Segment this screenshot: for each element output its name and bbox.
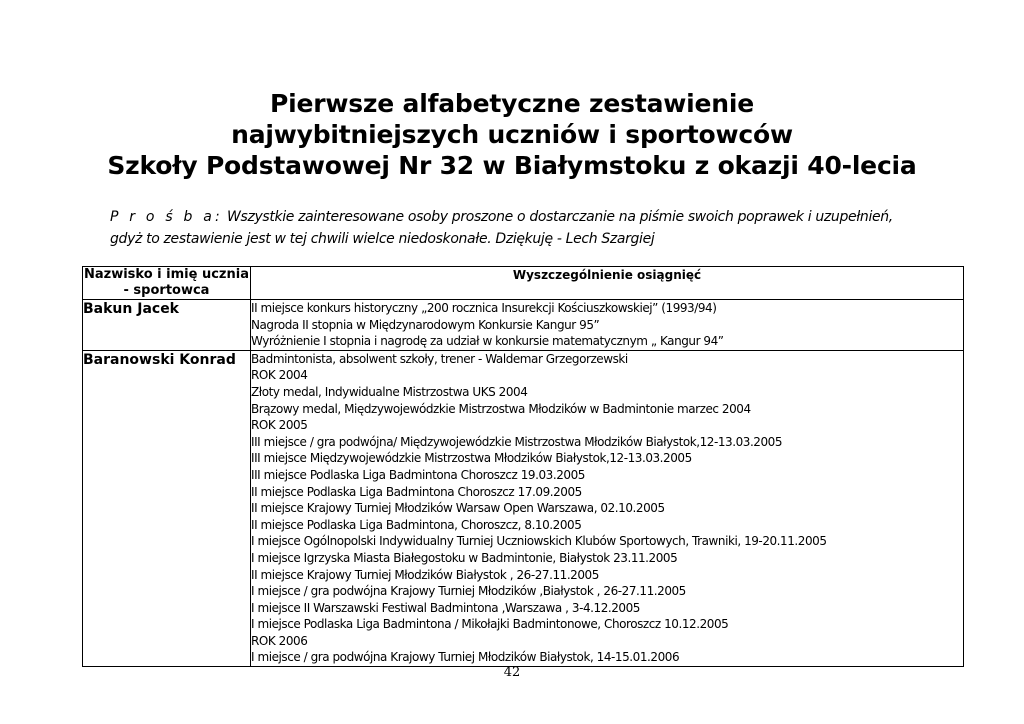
achievement-item: II miejsce Podlaska Liga Badmintona Choroszcz 17.09.2005 xyxy=(251,484,582,499)
request-note xyxy=(110,206,970,250)
achievement-item: Nagroda II stopnia w Międzynarodowym Konkursie Kangur 95” xyxy=(251,317,600,332)
achievement-item: III miejsce Podlaska Liga Badmintona Choroszcz 19.03.2005 xyxy=(251,467,585,482)
student-name: Bakun Jacek xyxy=(83,300,251,351)
achievement-item: ROK 2005 xyxy=(251,418,308,433)
achievement-item: III miejsce Międzywojewódzkie Mistrzostwa Młodzików Białystok,12-13.03.2005 xyxy=(251,451,692,466)
achievements-table xyxy=(82,266,964,667)
student-name: Baranowski Konrad xyxy=(83,350,251,666)
achievement-item: I miejsce / gra podwójna Krajowy Turniej Młodzików Białystok, 14-15.01.2006 xyxy=(251,650,680,665)
table-row xyxy=(83,350,964,666)
request-line-1 xyxy=(110,206,970,228)
achievement-item: III miejsce / gra podwójna/ Międzywojewódzkie Mistrzostwa Młodzików Białystok,12-13.03.2005 xyxy=(251,434,783,449)
achievement-item: I miejsce Igrzyska Miasta Białegostoku w Badmintonie, Białystok 23.11.2005 xyxy=(251,550,678,565)
achievement-item: I miejsce / gra podwójna Krajowy Turniej Młodzików ,Białystok , 26-27.11.2005 xyxy=(251,584,686,599)
title-line-2: najwybitniejszych uczniów i sportowców xyxy=(231,120,793,149)
achievement-item: II miejsce Krajowy Turniej Młodzików Białystok , 26-27.11.2005 xyxy=(251,567,599,582)
column-header-name: Nazwisko i imię ucznia - sportowca xyxy=(84,267,249,298)
column-header-achievements: Wyszczególnienie osiągnięć xyxy=(251,267,964,300)
table-row xyxy=(83,300,964,351)
request-prefix: P r o ś b a: xyxy=(110,209,223,225)
achievement-item: ROK 2004 xyxy=(251,368,308,383)
achievement-item: Brązowy medal, Międzywojewódzkie Mistrzostwa Młodzików w Badmintonie marzec 2004 xyxy=(251,401,751,416)
title-line-3: Szkoły Podstawowej Nr 32 w Białymstoku z okazji 40-lecia xyxy=(107,151,917,180)
table-header-row xyxy=(83,267,964,300)
achievement-item: I miejsce Ogólnopolski Indywidualny Turniej Uczniowskich Klubów Sportowych, Trawniki, 19-20.11.2005 xyxy=(251,534,827,549)
request-line-2: gdyż to zestawienie jest w tej chwili wielce niedoskonałe. Dziękuję - Lech Szargiej xyxy=(110,231,655,247)
document-title xyxy=(0,88,1024,181)
request-text-1: Wszystkie zainteresowane osoby proszone o dostarczanie na piśmie swoich poprawek i uzupełnień, xyxy=(222,209,893,225)
achievement-item: I miejsce Podlaska Liga Badmintona / Mikołajki Badmintonowe, Choroszcz 10.12.2005 xyxy=(251,617,729,632)
achievement-item: ROK 2006 xyxy=(251,633,308,648)
achievement-item: Złoty medal, Indywidualne Mistrzostwa UKS 2004 xyxy=(251,384,528,399)
achievement-list xyxy=(251,300,964,351)
achievement-item: Badmintonista, absolwent szkoły, trener - Waldemar Grzegorzewski xyxy=(251,351,628,366)
achievement-item: I miejsce II Warszawski Festiwal Badmintona ,Warszawa , 3-4.12.2005 xyxy=(251,600,640,615)
achievement-item: Wyróżnienie I stopnia i nagrodę za udział w konkursie matematycznym „ Kangur 94” xyxy=(251,334,724,349)
achievement-item: II miejsce konkurs historyczny „200 rocznica Insurekcji Kościuszkowskiej” (1993/94) xyxy=(251,301,717,315)
achievement-list xyxy=(251,350,964,666)
title-line-1: Pierwsze alfabetyczne zestawienie xyxy=(269,89,755,118)
achievement-item: II miejsce Krajowy Turniej Młodzików Warsaw Open Warszawa, 02.10.2005 xyxy=(251,501,665,516)
page-number: 42 xyxy=(503,665,521,680)
achievement-item: II miejsce Podlaska Liga Badmintona, Choroszcz, 8.10.2005 xyxy=(251,517,582,532)
